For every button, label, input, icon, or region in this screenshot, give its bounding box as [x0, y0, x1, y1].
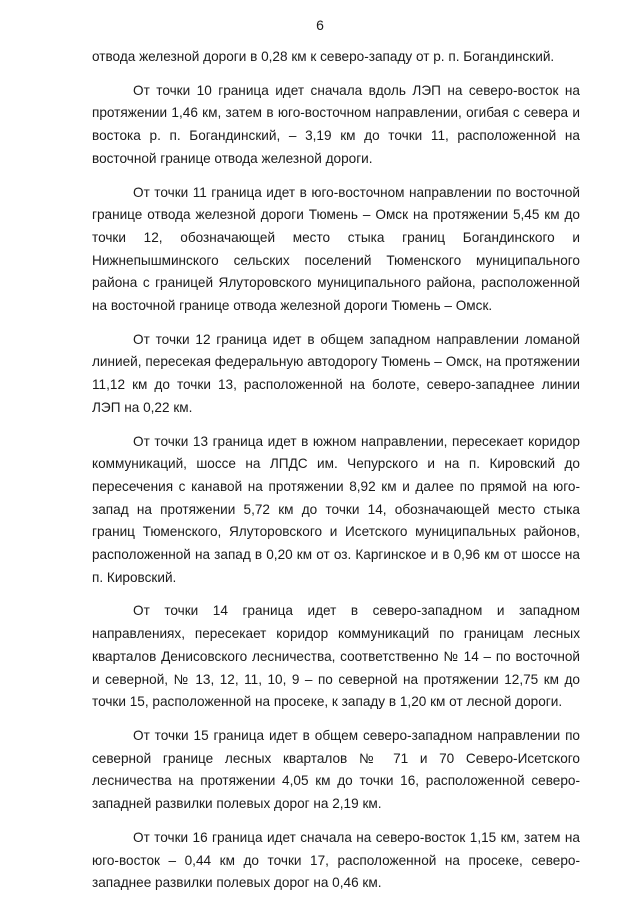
- paragraph-point-15: От точки 15 граница идет в общем северо-западном направлении по северной границе лесных кварталов № 71 и 70 Северо-Исетского лесничества на протяжении 4,05 км до точки 16, расположенной северо-западней развилки полевых дорог на 2,19 км.: [92, 727, 580, 812]
- page-number: 6: [316, 17, 324, 33]
- document-body: [92, 46, 580, 895]
- paragraph-point-11: От точки 11 граница идет в юго-восточном направлении по восточной границе отвода железной дороги Тюмень – Омск на протяжении 5,45 км до точки 12, обозначающей место стыка границ Богандинского и Нижнепышминского сельских поселений Тюменского муниципального района с границей Ялуторовского муниципального района, расположенной на восточной границе отвода железной дороги Тюмень – Омск.: [92, 184, 580, 314]
- paragraph-continuation: отвода железной дороги в 0,28 км к северо-западу от р. п. Богандинский.: [92, 49, 555, 64]
- paragraph-point-16: От точки 16 граница идет сначала на северо-восток 1,15 км, затем на юго-восток – 0,44 км до точки 17, расположенной на просеке, северо-западнее развилки полевых дорог на 0,46 км.: [92, 829, 580, 891]
- paragraph-point-10: От точки 10 граница идет сначала вдоль ЛЭП на северо-восток на протяжении 1,46 км, затем в юго-восточном направлении, огибая с севера и востока р. п. Богандинский, – 3,19 км до точки 11, расположенной на восточной границе отвода железной дороги.: [92, 82, 580, 166]
- paragraph-point-14: От точки 14 граница идет в северо-западном и западном направлениях, пересекает коридор коммуникаций по границам лесных кварталов Денисовского лесничества, соответственно № 14 – по восточной и северной, № 13, 12, 11, 10, 9 – по северной на протяжении 12,75 км до точки 15, расположенной на просеке, к западу в 1,20 км от лесной дороги.: [92, 603, 580, 710]
- paragraph-point-12: От точки 12 граница идет в общем западном направлении ломаной линией, пересекая федеральную автодорогу Тюмень – Омск, на протяжении 11,12 км до точки 13, расположенной на болоте, северо-западнее линии ЛЭП на 0,22 км.: [92, 331, 580, 415]
- paragraph-point-13: От точки 13 граница идет в южном направлении, пересекает коридор коммуникаций, шоссе на ЛПДС им. Чепурского и на п. Кировский до пересечения с канавой на протяжении 8,92 км и далее по прямой на юго-запад на протяжении 5,72 км до точки 14, обозначающей место стыка границ Тюменского, Ялуторовского и Исетского муниципальных районов, расположенной на запад в 0,20 км от оз. Каргинское и в 0,96 км от шоссе на п. Кировский.: [92, 433, 580, 585]
